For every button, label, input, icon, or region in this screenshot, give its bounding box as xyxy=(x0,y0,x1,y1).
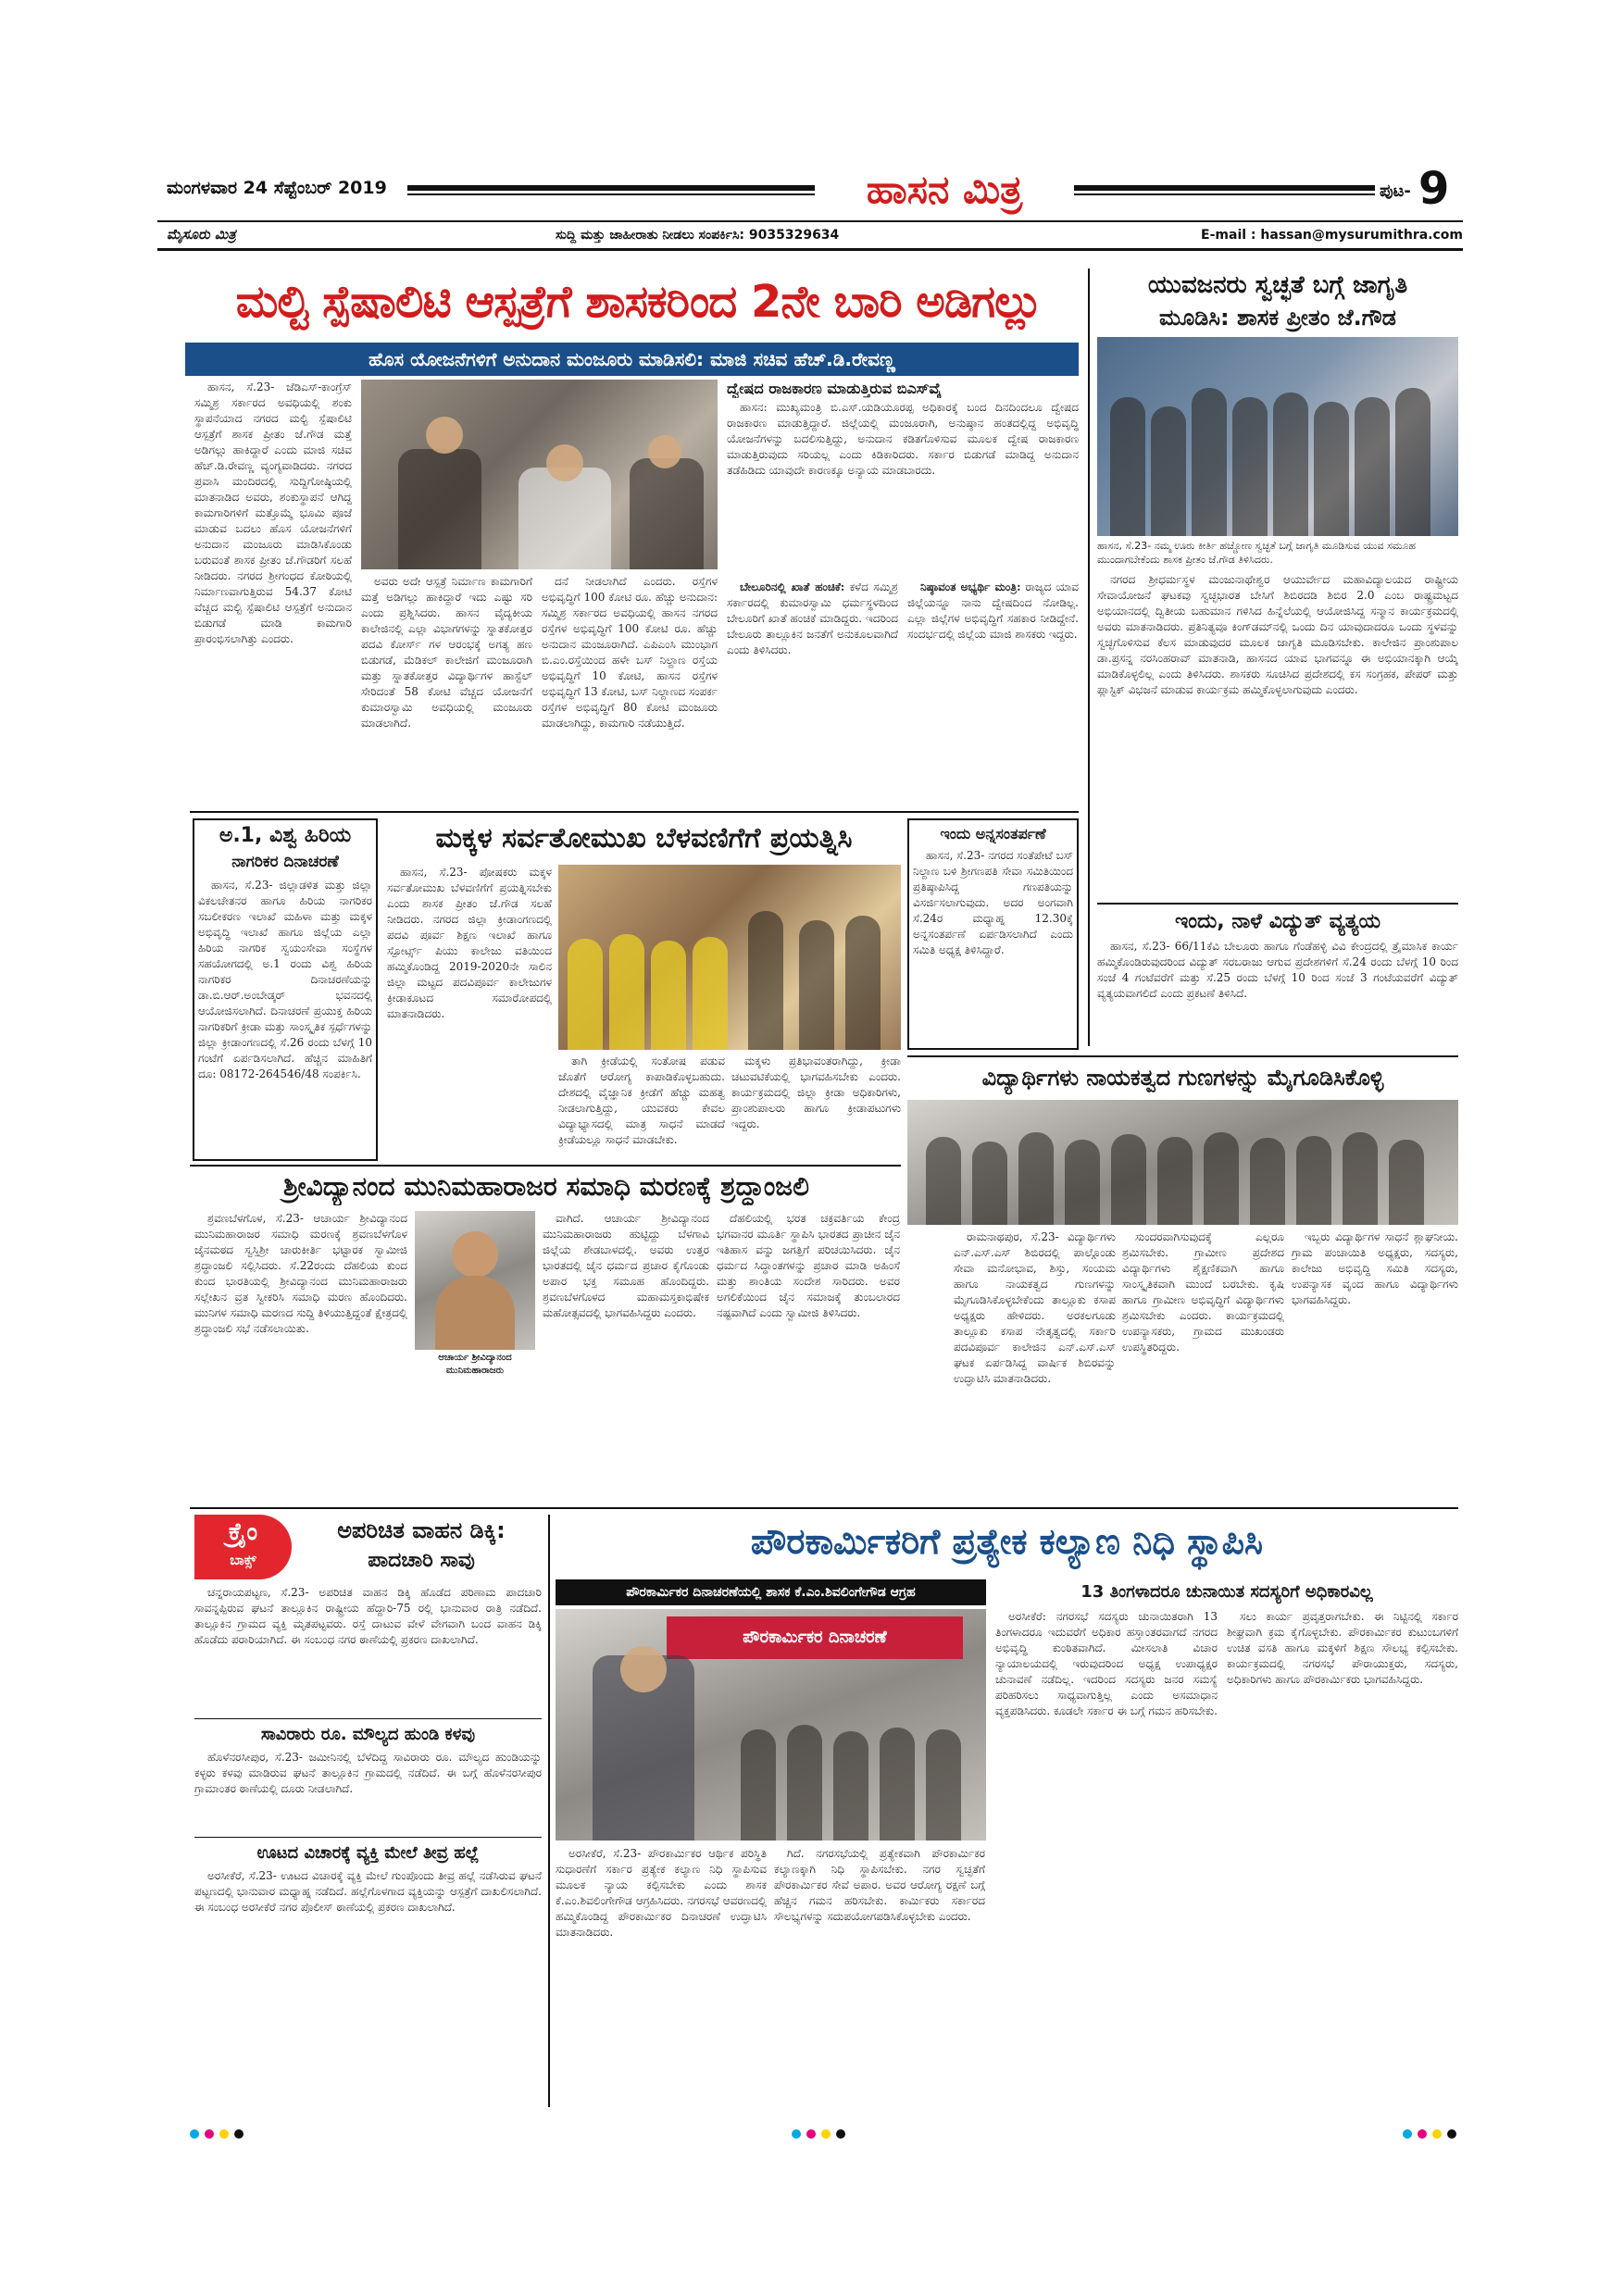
lead-column-6: ನಿಷ್ಠಾವಂತ ಅಭ್ಯರ್ಥಿ ಮಂತ್ರಿ: ರಾಜ್ಯದ ಯಾವ ಜಿಲ್ಲೆಯನ್ನೂ ನಾನು ದ್ವೇಷದಿಂದ ನೋಡಿಲ್ಲ. ಎಲ್ಲಾ ಜಿಲ್ಲೆಗಳ ಅಭಿವೃದ್ಧಿಗೆ ಸಹಕಾರ ನೀಡಿದ್ದೇನೆ. ಸಂದರ್ಭದಲ್ಲಿ ಜಿಲ್ಲೆಯ ಮಾಜಿ ಶಾಸಕರು ಇದ್ದರು. xyxy=(907,580,1079,641)
registration-dot-magenta xyxy=(806,2129,816,2139)
ad-contact: ಸುದ್ದಿ ಮತ್ತು ಜಾಹೀರಾತು ನೀಡಲು ಸಂಪರ್ಕಿಸಿ: 9035329634 xyxy=(556,228,840,243)
youth-headline-2: ಮೂಡಿಸಿ: ಶಾಸಕ ಪ್ರೀತಂ ಜೆ.ಗೌಡ xyxy=(1159,305,1396,331)
crime-body-3: ಅರಸೀಕೆರೆ, ಸೆ.23- ಊಟದ ವಿಚಾರಕ್ಕೆ ವ್ಯಕ್ತಿ ಮೇಲೆ ಗುಂಪೊಂದು ತೀವ್ರ ಹಲ್ಲೆ ನಡೆಸಿರುವ ಘಟನೆ ಪಟ್ಟಣದಲ್ಲಿ ಭಾನುವಾರ ಮಧ್ಯಾಹ್ನ ನಡೆದಿದೆ. ಹಲ್ಲೆಗೊಳಗಾದ ವ್ಯಕ್ತಿಯನ್ನು ಆಸ್ಪತ್ರೆಗೆ ದಾಖಲಿಸಲಾಗಿದೆ. ಈ ಸಂಬಂಧ ಅರಸೀಕೆರೆ ನಗರ ಪೊಲೀಸ್ ಠಾಣೆಯಲ್ಲಿ ಪ್ರಕರಣ ದಾಖಲಾಗಿದೆ. xyxy=(194,1869,542,1914)
samadhi-column-2: ವಾಗಿದೆ. ಆಚಾರ್ಯ ಶ್ರೀವಿದ್ಯಾನಂದ ಮುನಿಮಹಾರಾಜರು ಹುಟ್ಟಿದ್ದು ಬೆಳಗಾವಿ ಜಿಲ್ಲೆಯ ಶೇಡಬಾಳದಲ್ಲಿ. ಅವರು ಉತ್ತರ ಭಾರತದಲ್ಲಿ ಜೈನ ಧರ್ಮದ ಪ್ರಚಾರ ಕೈಗೊಂಡು ಅಪಾರ ಭಕ್ತ ಸಮೂಹ ಹೊಂದಿದ್ದರು. ಶ್ರವಣಬೆಳಗೊಳದ ಮಹಾಮಸ್ತಕಾಭಿಷೇಕ ಮಹೋತ್ಸವದಲ್ಲಿ ಭಾಗವಹಿಸಿದ್ದರು ಎಂದರು. xyxy=(543,1212,709,1319)
crime-badge-bottom: ಬಾಕ್ಸ್ xyxy=(230,1552,256,1568)
pourakarmika-photo xyxy=(556,1609,986,1841)
pourakarmika-headline: ಪೌರಕಾರ್ಮಿಕರಿಗೆ ಪ್ರತ್ಯೇಕ ಕಲ್ಯಾಣ ನಿಧಿ ಸ್ಥಾಪಿಸಿ xyxy=(750,1521,1264,1562)
brand-name: ಮೈಸೂರು ಮಿತ್ರ xyxy=(167,226,236,243)
crime-headline-2: ಪಾದಚಾರಿ ಸಾವು xyxy=(368,1549,475,1572)
lead-subhead: ಹೊಸ ಯೋಜನೆಗಳಿಗೆ ಅನುದಾನ ಮಂಜೂರು ಮಾಡಿಸಲಿ: ಮಾಜಿ ಸಚಿವ ಹೆಚ್.ಡಿ.ರೇವಣ್ಣ xyxy=(185,343,1079,376)
youth-photo xyxy=(1097,337,1458,536)
pourakarmika-subhead: ಪೌರಕಾರ್ಮಿಕರ ದಿನಾಚರಣೆಯಲ್ಲಿ ಶಾಸಕ ಕೆ.ಎಂ.ಶಿವಲಿಂಗೇಗೌಡ ಆಗ್ರಹ xyxy=(556,1579,986,1605)
samadhi-photo xyxy=(415,1211,535,1350)
registration-dot-black xyxy=(836,2129,845,2139)
youth-caption: ಹಾಸನ, ಸೆ.23- ನಮ್ಮ ಊರು ಕೀರ್ತಿ ಹಚ್ಚೋಣ ಸ್ವಚ್ಛತೆ ಬಗ್ಗೆ ಜಾಗೃತಿ ಮೂಡಿಸುವ ಯುವ ಸಮೂಹ ಮುಂದಾಗಬೇಕೆಂದು ಶಾಸಕ ಪ್ರೀತಂ ಜೆ.ಗೌಡ ತಿಳಿಸಿದರು. xyxy=(1097,540,1417,566)
crime-badge xyxy=(194,1515,292,1579)
registration-dot-magenta xyxy=(205,2129,214,2139)
samadhi-column-1: ಶ್ರವಣಬೆಳಗೊಳ, ಸೆ.23- ಆಚಾರ್ಯ ಶ್ರೀವಿದ್ಯಾನಂದ ಮುನಿಮಹಾರಾಜರ ಸಮಾಧಿ ಮರಣಕ್ಕೆ ಶ್ರವಣಬೆಳಗೊಳ ಜೈನಮಠದ ಸ್ವಸ್ತಿಶ್ರೀ ಚಾರುಕೀರ್ತಿ ಭಟ್ಟಾರಕ ಸ್ವಾಮೀಜಿ ಶ್ರದ್ಧಾಂಜಲಿ ಸಲ್ಲಿಸಿದರು. ಸೆ.22ರಂದು ದೆಹಲಿಯ ಕುಂದ ಕುಂದ ಭಾರತಿಯಲ್ಲಿ ಶ್ರೀವಿದ್ಯಾನಂದ ಮುನಿಮಹಾರಾಜರು ಸಲ್ಲೇಖನ ವ್ರತ ಸ್ವೀಕರಿಸಿ ಸಮಾಧಿ ಮರಣ ಹೊಂದಿದರು. ಮುನಿಗಳ ಸಮಾಧಿ ಮರಣದ ಸುದ್ದಿ ತಿಳಿಯುತ್ತಿದ್ದಂತೆ ಕ್ಷೇತ್ರದಲ್ಲಿ ಶ್ರದ್ಧಾಂಜಲಿ ಸಭೆ ನಡೆಸಲಾಯಿತು. xyxy=(194,1212,407,1335)
registration-dot-cyan xyxy=(1403,2129,1412,2139)
pourakarmika-side-headline: 13 ತಿಂಗಳಾದರೂ ಚುನಾಯಿತ ಸದಸ್ಯರಿಗೆ ಅಧಿಕಾರವಿಲ್ಲ xyxy=(1081,1582,1373,1602)
children-photo xyxy=(558,865,901,1050)
pourakarmika-banner: ಪೌರಕಾರ್ಮಿಕರ ದಿನಾಚರಣೆ xyxy=(667,1616,963,1659)
registration-dot-cyan xyxy=(190,2129,199,2139)
registration-dot-magenta xyxy=(1418,2129,1427,2139)
lead-column-3: ದನೆ ನೀಡಲಾಗಿದೆ ಎಂದರು. ರಸ್ತೆಗಳ ಅಭಿವೃದ್ಧಿಗೆ 100 ಕೋಟಿ ರೂ. ಹೆಚ್ಚು ಅನುದಾನ: ಸಮ್ಮಿಶ್ರ ಸರ್ಕಾರದ ಅವಧಿಯಲ್ಲಿ ಹಾಸನ ನಗರದ ರಸ್ತೆಗಳ ಅಭಿವೃದ್ಧಿಗೆ 100 ಕೋಟಿ ರೂ. ಹೆಚ್ಚು ಅನುದಾನ ಮಂಜೂರಾಗಿದೆ. ಎಪಿಎಂಸಿ ಮುಂಭಾಗ ಬಿ.ಎಂ.ರಸ್ತೆಯಿಂದ ಹಳೇ ಬಸ್ ನಿಲ್ದಾಣ ರಸ್ತೆಯ ಅಭಿವೃದ್ಧಿಗೆ 10 ಕೋಟಿ, ಹಾಸನ ರಸ್ತೆಗಳ ಅಭಿವೃದ್ಧಿಗೆ 13 ಕೋಟಿ, ಬಸ್ ನಿಲ್ದಾಣದ ಸಂಪರ್ಕ ರಸ್ತೆಗಳ ಅಭಿವೃದ್ಧಿಗೆ 80 ಕೋಟಿ ಮಂಜೂರು ಮಾಡಲಾಗಿದ್ದು, ಕಾಮಗಾರಿ ನಡೆಯುತ್ತಿದೆ. xyxy=(542,575,718,730)
power-cut-body: ಹಾಸನ, ಸೆ.23- 66/11ಕೆವಿ ಬೇಲೂರು ಹಾಗೂ ಗೆಂಡೆಹಳ್ಳಿ ವಿವಿ ಕೇಂದ್ರದಲ್ಲಿ ತ್ರೈಮಾಸಿಕ ಕಾರ್ಯ ಹಮ್ಮಿಕೊಂಡಿರುವುದರಿಂದ ವಿದ್ಯುತ್ ಸರಬರಾಜು ಆಗುವ ಪ್ರದೇಶಗಳಿಗೆ ಸೆ.24 ರಂದು ಬೆಳಗ್ಗೆ 10 ರಿಂದ ಸಂಜೆ 4 ಗಂಟೆವರೆಗೆ ಮತ್ತು ಸೆ.25 ರಂದು ಬೆಳಗ್ಗೆ 10 ರಿಂದ ಸಂಜೆ 3 ಗಂಟೆಯವರೆಗೆ ವಿದ್ಯುತ್ ವ್ಯತ್ಯಯವಾಗಲಿದೆ ಎಂದು ಪ್ರಕಟಣೆ ತಿಳಿಸಿದೆ. xyxy=(1097,940,1458,1000)
lead-photo xyxy=(361,380,718,569)
pourakarmika-body-3: ಅರಸೀಕೆರೆ: ನಗರಸಭೆ ಸದಸ್ಯರು ಚುನಾಯಿತರಾಗಿ 13 ತಿಂಗಳಾದರೂ ಇದುವರೆಗೆ ಅಧಿಕಾರ ಹಸ್ತಾಂತರವಾಗದೆ ನಗರದ ಅಭಿವೃದ್ಧಿ ಕುಂಠಿತವಾಗಿದೆ. ಮೀಸಲಾತಿ ವಿಚಾರ ನ್ಯಾಯಾಲಯದಲ್ಲಿ ಇರುವುದರಿಂದ ಅಧ್ಯಕ್ಷ ಉಪಾಧ್ಯಕ್ಷರ ಚುನಾವಣೆ ನಡೆದಿಲ್ಲ. ಇದರಿಂದ ಸದಸ್ಯರು ಜನರ ಸಮಸ್ಯೆ ಪರಿಹರಿಸಲು ಸಾಧ್ಯವಾಗುತ್ತಿಲ್ಲ ಎಂದು ಅಸಮಾಧಾನ ವ್ಯಕ್ತಪಡಿಸಿದರು. ಕೂಡಲೇ ಸರ್ಕಾರ ಈ ಬಗ್ಗೆ ಗಮನ ಹರಿಸಬೇಕು. xyxy=(995,1610,1218,1717)
paper-title: ಹಾಸನ ಮಿತ್ರ xyxy=(866,167,1023,212)
crime-headline-1: ಅಪರಿಚಿತ ವಾಹನ ಡಿಕ್ಕಿ: xyxy=(337,1517,506,1543)
children-body-2: ತಾಗಿ ಕ್ರೀಡೆಯಲ್ಲಿ ಸಂತೋಷ ಪಡುವ ಜೊತೆಗೆ ಆರೋಗ್ಯ ಕಾಪಾಡಿಕೊಳ್ಳಬಹುದು. ದೇಶದಲ್ಲಿ ವೈಜ್ಞಾನಿಕ ಕ್ರೀಡೆಗೆ ಹೆಚ್ಚು ಮಹತ್ವ ನೀಡಲಾಗುತ್ತಿದ್ದು, ಯುವಕರು ಕೇವಲ ವಿದ್ಯಾಭ್ಯಾಸದಲ್ಲಿ ಮಾತ್ರ ಸಾಧನೆ ಮಾಡದೆ ಕ್ರೀಡೆಯಲ್ಲೂ ಸಾಧನೆ ಮಾಡಬೇಕು. xyxy=(558,1054,725,1146)
crime-body-2: ಹೊಳೆನರಸೀಪುರ, ಸೆ.23- ಜಮೀನಿನಲ್ಲಿ ಬೆಳೆದಿದ್ದ ಸಾವಿರಾರು ರೂ. ಮೌಲ್ಯದ ಹುಂಡಿಯನ್ನು ಕಳ್ಳರು ಕಳವು ಮಾಡಿರುವ ಘಟನೆ ತಾಲ್ಲೂಕಿನ ಗ್ರಾಮದಲ್ಲಿ ನಡೆದಿದೆ. ಈ ಬಗ್ಗೆ ಹೊಳೆನರಸೀಪುರ ಗ್ರಾಮಾಂತರ ಠಾಣೆಯಲ್ಲಿ ದೂರು ನೀಡಲಾಗಿದೆ. xyxy=(194,1751,542,1795)
leadership-headline: ವಿದ್ಯಾರ್ಥಿಗಳು ನಾಯಕತ್ವದ ಗುಣಗಳನ್ನು ಮೈಗೂಡಿಸಿಕೊಳ್ಳಿ xyxy=(981,1065,1384,1091)
pourakarmika-body-1: ಅರಸೀಕೆರೆ, ಸೆ.23- ಪೌರಕಾರ್ಮಿಕರ ಆರ್ಥಿಕ ಪರಿಸ್ಥಿತಿ ಸುಧಾರಣೆಗೆ ಸರ್ಕಾರ ಪ್ರತ್ಯೇಕ ಕಲ್ಯಾಣ ನಿಧಿ ಸ್ಥಾಪಿಸುವ ಮೂಲಕ ನ್ಯಾಯ ಕಲ್ಪಿಸಬೇಕು ಎಂದು ಶಾಸಕ ಕೆ.ಎಂ.ಶಿವಲಿಂಗೇಗೌಡ ಆಗ್ರಹಿಸಿದರು. ನಗರಸಭೆ ಆವರಣದಲ್ಲಿ ಹಮ್ಮಿಕೊಂಡಿದ್ದ ಪೌರಕಾರ್ಮಿಕರ ದಿನಾಚರಣೆ ಉದ್ಘಾಟಿಸಿ ಮಾತನಾಡಿದರು. xyxy=(556,1847,767,1939)
email: E-mail : hassan@mysurumithra.com xyxy=(1201,228,1463,243)
leadership-photo xyxy=(907,1100,1458,1225)
crime-headline-4: ಊಟದ ವಿಚಾರಕ್ಕೆ ವ್ಯಕ್ತಿ ಮೇಲೆ ತೀವ್ರ ಹಲ್ಲೆ xyxy=(256,1843,480,1863)
pourakarmika-body-2: ಗಿದೆ. ನಗರಸಭೆಯಲ್ಲಿ ಪ್ರತ್ಯೇಕವಾಗಿ ಪೌರಕಾರ್ಮಿಕರ ಕಲ್ಯಾಣಕ್ಕಾಗಿ ನಿಧಿ ಸ್ಥಾಪಿಸಬೇಕು. ನಗರ ಸ್ವಚ್ಛತೆಗೆ ಪೌರಕಾರ್ಮಿಕರ ಸೇವೆ ಅಪಾರ. ಅವರ ಆರೋಗ್ಯ ರಕ್ಷಣೆ ಬಗ್ಗೆ ಹೆಚ್ಚಿನ ಗಮನ ಹರಿಸಬೇಕು. ಕಾರ್ಮಿಕರು ಸರ್ಕಾರದ ಸೌಲಭ್ಯಗಳನ್ನು ಸದುಪಯೋಗಪಡಿಸಿಕೊಳ್ಳಬೇಕು ಎಂದರು. xyxy=(774,1847,985,1923)
page-label: ಪುಟ- xyxy=(1380,181,1411,201)
issue-date: ಮಂಗಳವಾರ 24 ಸೆಪ್ಟೆಂಬರ್ 2019 xyxy=(167,178,387,198)
lead-headline: ಮಲ್ಟಿ ಸ್ಪೆಷಾಲಿಟಿ ಆಸ್ಪತ್ರೆಗೆ ಶಾಸಕರಿಂದ 2ನೇ ಬಾರಿ ಅಡಿಗಲ್ಲು xyxy=(235,276,1043,328)
children-body-1: ಹಾಸನ, ಸೆ.23- ಪೋಷಕರು ಮಕ್ಕಳ ಸರ್ವತೋಮುಖ ಬೆಳವಣಿಗೆಗೆ ಪ್ರಯತ್ನಿಸಬೇಕು ಎಂದು ಶಾಸಕ ಪ್ರೀತಂ ಜೆ.ಗೌಡ ಸಲಹೆ ನೀಡಿದರು. ನಗರದ ಜಿಲ್ಲಾ ಕ್ರೀಡಾಂಗಣದಲ್ಲಿ ಪದವಿ ಪೂರ್ವ ಶಿಕ್ಷಣ ಇಲಾಖೆ ಹಾಗೂ ಸ್ಪೋರ್ಟ್ಸ್ ಪಿಯು ಕಾಲೇಜು ವತಿಯಿಂದ ಹಮ್ಮಿಕೊಂಡಿದ್ದ 2019-2020ನೇ ಸಾಲಿನ ಜಿಲ್ಲಾ ಮಟ್ಟದ ಪದವಿಪೂರ್ವ ಕಾಲೇಜುಗಳ ಕ್ರೀಡಾಕೂಟದ ಸಮಾರೋಪದಲ್ಲಿ ಮಾತನಾಡಿದರು. xyxy=(387,866,552,1020)
crime-badge-top: ಕ್ರೈಂ xyxy=(228,1518,258,1546)
leadership-column-3: ಇಬ್ಬರು ವಿದ್ಯಾರ್ಥಿಗಳ ಸಾಧನೆ ಶ್ಲಾಘನೀಯ. ಗ್ರಾಮ ಪಂಚಾಯಿತಿ ಅಧ್ಯಕ್ಷರು, ಸದಸ್ಯರು, ಕಾಲೇಜು ಅಭಿವೃದ್ಧಿ ಸಮಿತಿ ಸದಸ್ಯರು, ಉಪನ್ಯಾಸಕ ವೃಂದ ಹಾಗೂ ವಿದ್ಯಾರ್ಥಿಗಳು ಭಾಗವಹಿಸಿದ್ದರು. xyxy=(1292,1230,1458,1306)
children-body-3: ಮಕ್ಕಳು ಪ್ರತಿಭಾವಂತರಾಗಿದ್ದು, ಕ್ರೀಡಾ ಚಟುವಟಿಕೆಯಲ್ಲಿ ಭಾಗವಹಿಸಬೇಕು ಎಂದರು. ಕಾರ್ಯಕ್ರಮದಲ್ಲಿ ಜಿಲ್ಲಾ ಕ್ರೀಡಾ ಅಧಿಕಾರಿಗಳು, ಪ್ರಾಂಶುಪಾಲರು ಹಾಗೂ ಕ್ರೀಡಾಪಟುಗಳು ಇದ್ದರು. xyxy=(731,1054,901,1130)
youth-body: ನಗರದ ಶ್ರೀಧರ್ಮಸ್ಥಳ ಮಂಜುನಾಥೇಶ್ವರ ಆಯುರ್ವೇದ ಮಹಾವಿದ್ಯಾಲಯದ ರಾಷ್ಟ್ರೀಯ ಸೇವಾಯೋಜನೆ ಘಟಕವು ಸ್ವಚ್ಛಭಾರತ ಬೇಸಿಗೆ ಶಿಬಿರದಡಿ ಶಿಬಿರ 2.0 ಎಂಬ ರಾಷ್ಟ್ರಮಟ್ಟದ ಅಭಿಯಾನದಲ್ಲಿ ದ್ವಿತೀಯ ಬಹುಮಾನ ಗಳಿಸಿದ ಹಿನ್ನೆಲೆಯಲ್ಲಿ ಆಯೋಜಿಸಿದ್ದ ಸನ್ಮಾನ ಕಾರ್ಯಕ್ರಮದಲ್ಲಿ ಅವರು ಮಾತನಾಡಿದರು. ಪ್ರತಿನಿತ್ಯವೂ ಕಿಂಗ್‌ಡಮ್‌ನಲ್ಲಿ ಒಂದು ದಿನ ಯಾವುದಾದರೂ ಒಂದು ಸ್ಥಳವನ್ನು ಸ್ವಚ್ಛಗೊಳಿಸುವ ಕೆಲಸ ಮಾಡುವುದರ ಮೂಲಕ ಜಾಗೃತಿ ಮೂಡಿಸಬೇಕು. ಕಾಲೇಜಿನ ಪ್ರಾಂಶುಪಾಲ ಡಾ.ಪ್ರಸನ್ನ ನರಸಿಂಹರಾವ್ ಮಾತನಾಡಿ, ಹಾಸನದ ಯಾವ ಭಾಗವನ್ನೂ ಈ ಅಭಿಯಾನಕ್ಕಾಗಿ ಆಯ್ಕೆ ಮಾಡಿಕೊಳ್ಳಲಿಲ್ಲ ಎಂದು ತಿಳಿಸಿದರು. ಶಾಸಕರು ಸೂಚಿಸಿದ ಪ್ರದೇಶದಲ್ಲಿ ಕಸ ಸಂಗ್ರಹಕ, ಪೇಪರ್ ಮತ್ತು ಪ್ಲಾಸ್ಟಿಕ್ ವಿಭಜನೆ ಮಾಡುವ ಕಾರ್ಯಕ್ರಮ ಹಮ್ಮಿಕೊಳ್ಳಲಾಗುವುದು ಎಂದರು. xyxy=(1097,573,1458,696)
registration-dot-black xyxy=(234,2129,244,2139)
senior-day-headline-1: ಅ.1, ವಿಶ್ವ ಹಿರಿಯ xyxy=(219,824,352,847)
senior-day-headline-2: ನಾಗರಿಕರ ದಿನಾಚರಣೆ xyxy=(231,853,339,871)
crime-body-1: ಚನ್ನರಾಯಪಟ್ಟಣ, ಸೆ.23- ಅಪರಿಚಿತ ವಾಹನ ಡಿಕ್ಕಿ ಹೊಡೆದ ಪರಿಣಾಮ ಪಾದಚಾರಿ ಸಾವನ್ನಪ್ಪಿರುವ ಘಟನೆ ತಾಲ್ಲೂಕಿನ ರಾಷ್ಟ್ರೀಯ ಹೆದ್ದಾರಿ-75 ರಲ್ಲಿ ಭಾನುವಾರ ರಾತ್ರಿ ನಡೆದಿದೆ. ತಾಲ್ಲೂಕಿನ ಗ್ರಾಮದ ವ್ಯಕ್ತಿ ಮೃತಪಟ್ಟವರು. ರಸ್ತೆ ದಾಟುವ ವೇಳೆ ವೇಗವಾಗಿ ಬಂದ ವಾಹನ ಡಿಕ್ಕಿ ಹೊಡೆದು ಪರಾರಿಯಾಗಿದೆ. ಈ ಸಂಬಂಧ ನಗರ ಠಾಣೆಯಲ್ಲಿ ಪ್ರಕರಣ ದಾಖಲಾಗಿದೆ. xyxy=(194,1586,542,1646)
masthead xyxy=(157,163,1463,259)
crime-headline-3: ಸಾವಿರಾರು ರೂ. ಮೌಲ್ಯದ ಹುಂಡಿ ಕಳವು xyxy=(260,1725,476,1744)
lead-side-heading: ದ್ವೇಷದ ರಾಜಕಾರಣ ಮಾಡುತ್ತಿರುವ ಬಿಎಸ್‌ವೈ xyxy=(727,380,943,397)
leadership-column-2: ಸುಂದರವಾಗಿಸುವುದಕ್ಕೆ ಎಲ್ಲರೂ ಶ್ರಮಿಸಬೇಕು. ಗ್ರಾಮೀಣ ಪ್ರದೇಶದ ವಿದ್ಯಾರ್ಥಿಗಳು ಶೈಕ್ಷಣಿಕವಾಗಿ ಹಾಗೂ ಸಾಂಸ್ಕೃತಿಕವಾಗಿ ಮುಂದೆ ಬರಬೇಕು. ಕೃಷಿ ಹಾಗೂ ಗ್ರಾಮೀಣ ಅಭಿವೃದ್ಧಿಗೆ ವಿದ್ಯಾರ್ಥಿಗಳು ಶ್ರಮಿಸಬೇಕು ಎಂದರು. ಕಾರ್ಯಕ್ರಮದಲ್ಲಿ ಉಪನ್ಯಾಸಕರು, ಗ್ರಾಮದ ಮುಖಂಡರು ಉಪಸ್ಥಿತರಿದ್ದರು. xyxy=(1122,1230,1284,1354)
lead-column-2: ಅವರು ಅದೇ ಆಸ್ಪತ್ರೆ ನಿರ್ಮಾಣ ಕಾಮಗಾರಿಗೆ ಮತ್ತೆ ಅಡಿಗಲ್ಲು ಹಾಕಿದ್ದಾರೆ ಇದು ಎಷ್ಟು ಸರಿ ಎಂದು ಪ್ರಶ್ನಿಸಿದರು. ಹಾಸನ ವೈದ್ಯಕೀಯ ಕಾಲೇಜಿನಲ್ಲಿ ಎಲ್ಲಾ ವಿಭಾಗಗಳನ್ನು ಸ್ನಾತಕೋತ್ತರ ಪದವಿ ಕೋರ್ಸ್ ಗಳ ಆರಂಭಕ್ಕೆ ಅಗತ್ಯ ಹಣ ಬಿಡುಗಡೆ, ಮೆಡಿಕಲ್ ಕಾಲೇಜಿಗೆ ಮಂಜೂರಾಗಿ ಮತ್ತು ಸ್ನಾತಕೋತ್ತರ ವಿದ್ಯಾರ್ಥಿಗಳ ಹಾಸ್ಟೆಲ್ ಸೇರಿದಂತೆ 58 ಕೋಟಿ ವೆಚ್ಚದ ಯೋಜನೆಗೆ ಕುಮಾರಸ್ವಾಮಿ ಅವಧಿಯಲ್ಲಿ ಮಂಜೂರು ಮಾಡಲಾಗಿದೆ. xyxy=(361,575,532,730)
lead-column-5: ಬೇಲೂರಿನಲ್ಲಿ ಖಾತೆ ಹಂಚಿಕೆ: ಕಳೆದ ಸಮ್ಮಿಶ್ರ ಸರ್ಕಾರದಲ್ಲಿ ಕುಮಾರಸ್ವಾಮಿ ಧರ್ಮಸ್ಥಳದಿಂದ ಬೇಲೂರಿಗೆ ಖಾತೆ ಹಂಚಿಕೆ ಮಾಡಿದ್ದರು. ಇದರಿಂದ ಬೇಲೂರು ತಾಲ್ಲೂಕಿನ ಜನತೆಗೆ ಅನುಕೂಲವಾಗಿದೆ ಎಂದು ತಿಳಿಸಿದರು. xyxy=(727,580,898,656)
lead-column-1: ಹಾಸನ, ಸೆ.23- ಜೆಡಿಎಸ್-ಕಾಂಗ್ರೆಸ್ ಸಮ್ಮಿಶ್ರ ಸರ್ಕಾರದ ಅವಧಿಯಲ್ಲಿ ಶಂಕು ಸ್ಥಾಪನೆಯಾದ ನಗರದ ಮಲ್ಟಿ ಸ್ಪೆಷಾಲಿಟಿ ಆಸ್ಪತ್ರೆಗೆ ಶಾಸಕ ಪ್ರೀತಂ ಜೆ.ಗೌಡ ಮತ್ತೆ ಅಡಿಗಲ್ಲು ಹಾಕಿದ್ದಾರೆ ಎಂದು ಮಾಜಿ ಸಚಿವ ಹೆಚ್.ಡಿ.ರೇವಣ್ಣ ವ್ಯಂಗ್ಯವಾಡಿದರು. ನಗರದ ಪ್ರವಾಸಿ ಮಂದಿರದಲ್ಲಿ ಸುದ್ದಿಗೋಷ್ಠಿಯಲ್ಲಿ ಮಾತನಾಡಿದ ಅವರು, ಶಂಕುಸ್ಥಾಪನೆ ಆಗಿದ್ದ ಕಾಮಗಾರಿಗಳಿಗೆ ಮತ್ತೊಮ್ಮೆ ಭೂಮಿ ಪೂಜೆ ಮಾಡುವ ಬದಲು ಹೊಸ ಯೋಜನೆಗಳಿಗೆ ಅನುದಾನ ಮಂಜೂರು ಮಾಡಿಸಿಕೊಂಡು ಬರುವಂತೆ ಶಾಸಕ ಪ್ರೀತಂ ಜೆ.ಗೌಡರಿಗೆ ಸಲಹೆ ನೀಡಿದರು. ನಗರದ ಶ್ರೀಗಂಧದ ಕೋಠಿಯಲ್ಲಿ ನಿರ್ಮಾಣವಾಗುತ್ತಿರುವ 54.37 ಕೋಟಿ ವೆಚ್ಚದ ಮಲ್ಟಿ ಸ್ಪೆಷಾಲಿಟಿ ಆಸ್ಪತ್ರೆಗೆ ಅನುದಾನ ಬಿಡುಗಡೆ ಮಾಡಿ ಕಾಮಗಾರಿ ಪ್ರಾರಂಭಿಸಲಾಗಿತ್ತು ಎಂದರು. xyxy=(194,381,352,645)
lead-column-4: ಹಾಸನ: ಮುಖ್ಯಮಂತ್ರಿ ಬಿ.ಎಸ್.ಯಡಿಯೂರಪ್ಪ ಅಧಿಕಾರಕ್ಕೆ ಬಂದ ದಿನದಿಂದಲೂ ದ್ವೇಷದ ರಾಜಕಾರಣ ಮಾಡುತ್ತಿದ್ದಾರೆ. ಜಿಲ್ಲೆಯಲ್ಲಿ ಮಂಜೂರಾಗಿ, ಅನುಷ್ಠಾನ ಹಂತದಲ್ಲಿದ್ದ ಅಭಿವೃದ್ಧಿ ಯೋಜನೆಗಳನ್ನು ಬದಲಿಸುತ್ತಿದ್ದು, ಅನುದಾನ ಕಡಿತಗೊಳಿಸುವ ಮೂಲಕ ದ್ವೇಷ ರಾಜಕಾರಣ ಮಾಡುತ್ತಿರುವುದು ಸರಿಯಲ್ಲ ಎಂದು ಕಿಡಿಕಾರಿದರು. ಸರ್ಕಾರ ಬಿಡುಗಡೆ ಮಾಡಿದ್ದ ಅನುದಾನ ತಡೆಹಿಡಿದು ಯಾವುದೇ ಕಾರಣಕ್ಕೂ ಅನ್ಯಾಯ ಮಾಡಬಾರದು. xyxy=(727,401,1079,477)
children-headline: ಮಕ್ಕಳ ಸರ್ವತೋಮುಖ ಬೆಳವಣಿಗೆಗೆ ಪ್ರಯತ್ನಿಸಿ xyxy=(435,822,853,855)
registration-dot-yellow xyxy=(219,2129,229,2139)
registration-dot-black xyxy=(1447,2129,1456,2139)
leadership-column-1: ರಾಮನಾಥಪುರ, ಸೆ.23- ವಿದ್ಯಾರ್ಥಿಗಳು ಎನ್.ಎಸ್.ಎಸ್ ಶಿಬಿರದಲ್ಲಿ ಪಾಲ್ಗೊಂಡು ಸೇವಾ ಮನೋಭಾವ, ಶಿಸ್ತು, ಸಂಯಮ ಹಾಗೂ ನಾಯಕತ್ವದ ಗುಣಗಳನ್ನು ಮೈಗೂಡಿಸಿಕೊಳ್ಳಬೇಕೆಂದು ತಾಲ್ಲೂಕು ಕಸಾಪ ಅಧ್ಯಕ್ಷರು ಹೇಳಿದರು. ಅರಕಲಗೂಡು ತಾಲ್ಲೂಕು ಕಸಾಪ ನೇತೃತ್ವದಲ್ಲಿ ಸರ್ಕಾರಿ ಪದವಿಪೂರ್ವ ಕಾಲೇಜಿನ ಎನ್.ಎಸ್.ಎಸ್ ಘಟಕ ಏರ್ಪಡಿಸಿದ್ದ ವಾರ್ಷಿಕ ಶಿಬಿರವನ್ನು ಉದ್ಘಾಟಿಸಿ ಮಾತನಾಡಿದರು. xyxy=(954,1230,1116,1385)
registration-dot-yellow xyxy=(821,2129,831,2139)
samadhi-headline: ಶ್ರೀವಿದ್ಯಾನಂದ ಮುನಿಮಹಾರಾಜರ ಸಮಾಧಿ ಮರಣಕ್ಕೆ ಶ್ರದ್ಧಾಂಜಲಿ xyxy=(283,1171,809,1202)
pourakarmika-body-4: ಸಲು ಕಾರ್ಯ ಪ್ರವೃತ್ತರಾಗಬೇಕು. ಈ ನಿಟ್ಟಿನಲ್ಲಿ ಸರ್ಕಾರ ಶೀಘ್ರವಾಗಿ ಕ್ರಮ ಕೈಗೊಳ್ಳಬೇಕು. ಪೌರಕಾರ್ಮಿಕರ ಕುಟುಂಬಗಳಿಗೆ ಉಚಿತ ವಸತಿ ಹಾಗೂ ಮಕ್ಕಳಿಗೆ ಶಿಕ್ಷಣ ಸೌಲಭ್ಯ ಕಲ್ಪಿಸಬೇಕು. ಕಾರ್ಯಕ್ರಮದಲ್ಲಿ ನಗರಸಭೆ ಪೌರಾಯುಕ್ತರು, ಸದಸ್ಯರು, ಅಧಿಕಾರಿಗಳು ಹಾಗೂ ಪೌರಕಾರ್ಮಿಕರು ಭಾಗವಹಿಸಿದ್ದರು. xyxy=(1227,1610,1458,1686)
power-cut-headline: ಇಂದು, ನಾಳೆ ವಿದ್ಯುತ್ ವ್ಯತ್ಯಯ xyxy=(1174,910,1381,933)
feast-headline: ಇಂದು ಅನ್ನಸಂತರ್ಪಣೆ xyxy=(940,825,1046,842)
samadhi-photo-caption: ಆಚಾರ್ಯ ಶ್ರೀವಿದ್ಯಾನಂದ ಮುನಿಮಹಾರಾಜರು xyxy=(438,1353,512,1376)
registration-dot-cyan xyxy=(792,2129,801,2139)
senior-day-body: ಹಾಸನ, ಸೆ.23- ಜಿಲ್ಲಾಡಳಿತ ಮತ್ತು ಜಿಲ್ಲಾ ವಿಕಲಚೇತನರ ಹಾಗೂ ಹಿರಿಯ ನಾಗರಿಕರ ಸಬಲೀಕರಣ ಇಲಾಖೆ ಮಹಿಳಾ ಮತ್ತು ಮಕ್ಕಳ ಅಭಿವೃದ್ಧಿ ಇಲಾಖೆ ಹಾಗೂ ಜಿಲ್ಲೆಯ ಎಲ್ಲಾ ಹಿರಿಯ ನಾಗರಿಕ ಸ್ವಯಂಸೇವಾ ಸಂಸ್ಥೆಗಳ ಸಹಯೋಗದಲ್ಲಿ ಅ.1 ರಂದು ವಿಶ್ವ ಹಿರಿಯ ನಾಗರಿಕರ ದಿನಾಚರಣೆಯನ್ನು ಡಾ.ಬಿ.ಆರ್.ಅಂಬೇಡ್ಕರ್ ಭವನದಲ್ಲಿ ಆಯೋಜಿಸಲಾಗಿದೆ. ದಿನಾಚರಣೆ ಪ್ರಯುಕ್ತ ಹಿರಿಯ ನಾಗರಿಕರಿಗೆ ಕ್ರೀಡಾ ಮತ್ತು ಸಾಂಸ್ಕೃತಿಕ ಸ್ಪರ್ಧೆಗಳನ್ನು ಜಿಲ್ಲಾ ಕ್ರೀಡಾಂಗಣದಲ್ಲಿ ಸೆ.26 ರಂದು ಬೆಳಗ್ಗೆ 10 ಗಂಟೆಗೆ ಏರ್ಪಡಿಸಲಾಗಿದೆ. ಹೆಚ್ಚಿನ ಮಾಹಿತಿಗೆ ದೂ: 08172-264546/48 ಸಂಪರ್ಕಿಸಿ. xyxy=(198,879,372,1080)
feast-body: ಹಾಸನ, ಸೆ.23- ನಗರದ ಸಂತೆಪೇಟೆ ಬಸ್ ನಿಲ್ದಾಣ ಬಳಿ ಶ್ರೀಗಣಪತಿ ಸೇವಾ ಸಮಿತಿಯಿಂದ ಪ್ರತಿಷ್ಠಾಪಿಸಿದ್ದ ಗಣಪತಿಯನ್ನು ವಿಸರ್ಜಿಸಲಾಗುವುದು. ಅದರ ಅಂಗವಾಗಿ ಸೆ.24ರ ಮಧ್ಯಾಹ್ನ 12.30ಕ್ಕೆ ಅನ್ನಸಂತರ್ಪಣೆ ಏರ್ಪಡಿಸಲಾಗಿದೆ ಎಂದು ಸಮಿತಿ ಅಧ್ಯಕ್ಷ ತಿಳಿಸಿದ್ದಾರೆ. xyxy=(913,849,1073,956)
samadhi-column-3: ದೆಹಲಿಯಲ್ಲಿ ಭರತ ಚಕ್ರವರ್ತಿಯ ಕೇಂದ್ರ ಭಗವಾನರ ಮೂರ್ತಿ ಸ್ಥಾಪಿಸಿ ಭಾರತದ ಪ್ರಾಚೀನ ಜೈನ ಇತಿಹಾಸ ವನ್ನು ಜಗತ್ತಿಗೆ ಪರಿಚಯಿಸಿದರು. ಜೈನ ಧರ್ಮದ ಸಿದ್ಧಾಂತಗಳನ್ನು ಪ್ರಚಾರ ಮಾಡಿ ಅಹಿಂಸೆ ಮತ್ತು ಶಾಂತಿಯ ಸಂದೇಶ ಸಾರಿದರು. ಅವರ ಅಗಲಿಕೆಯಿಂದ ಜೈನ ಸಮಾಜಕ್ಕೆ ತುಂಬಲಾರದ ನಷ್ಟವಾಗಿದೆ ಎಂದು ಸ್ವಾಮೀಜಿ ತಿಳಿಸಿದರು. xyxy=(717,1212,900,1319)
youth-headline-1: ಯುವಜನರು ಸ್ವಚ್ಛತೆ ಬಗ್ಗೆ ಜಾಗೃತಿ xyxy=(1147,271,1408,299)
registration-dot-yellow xyxy=(1432,2129,1442,2139)
page-number: 9 xyxy=(1418,163,1450,215)
